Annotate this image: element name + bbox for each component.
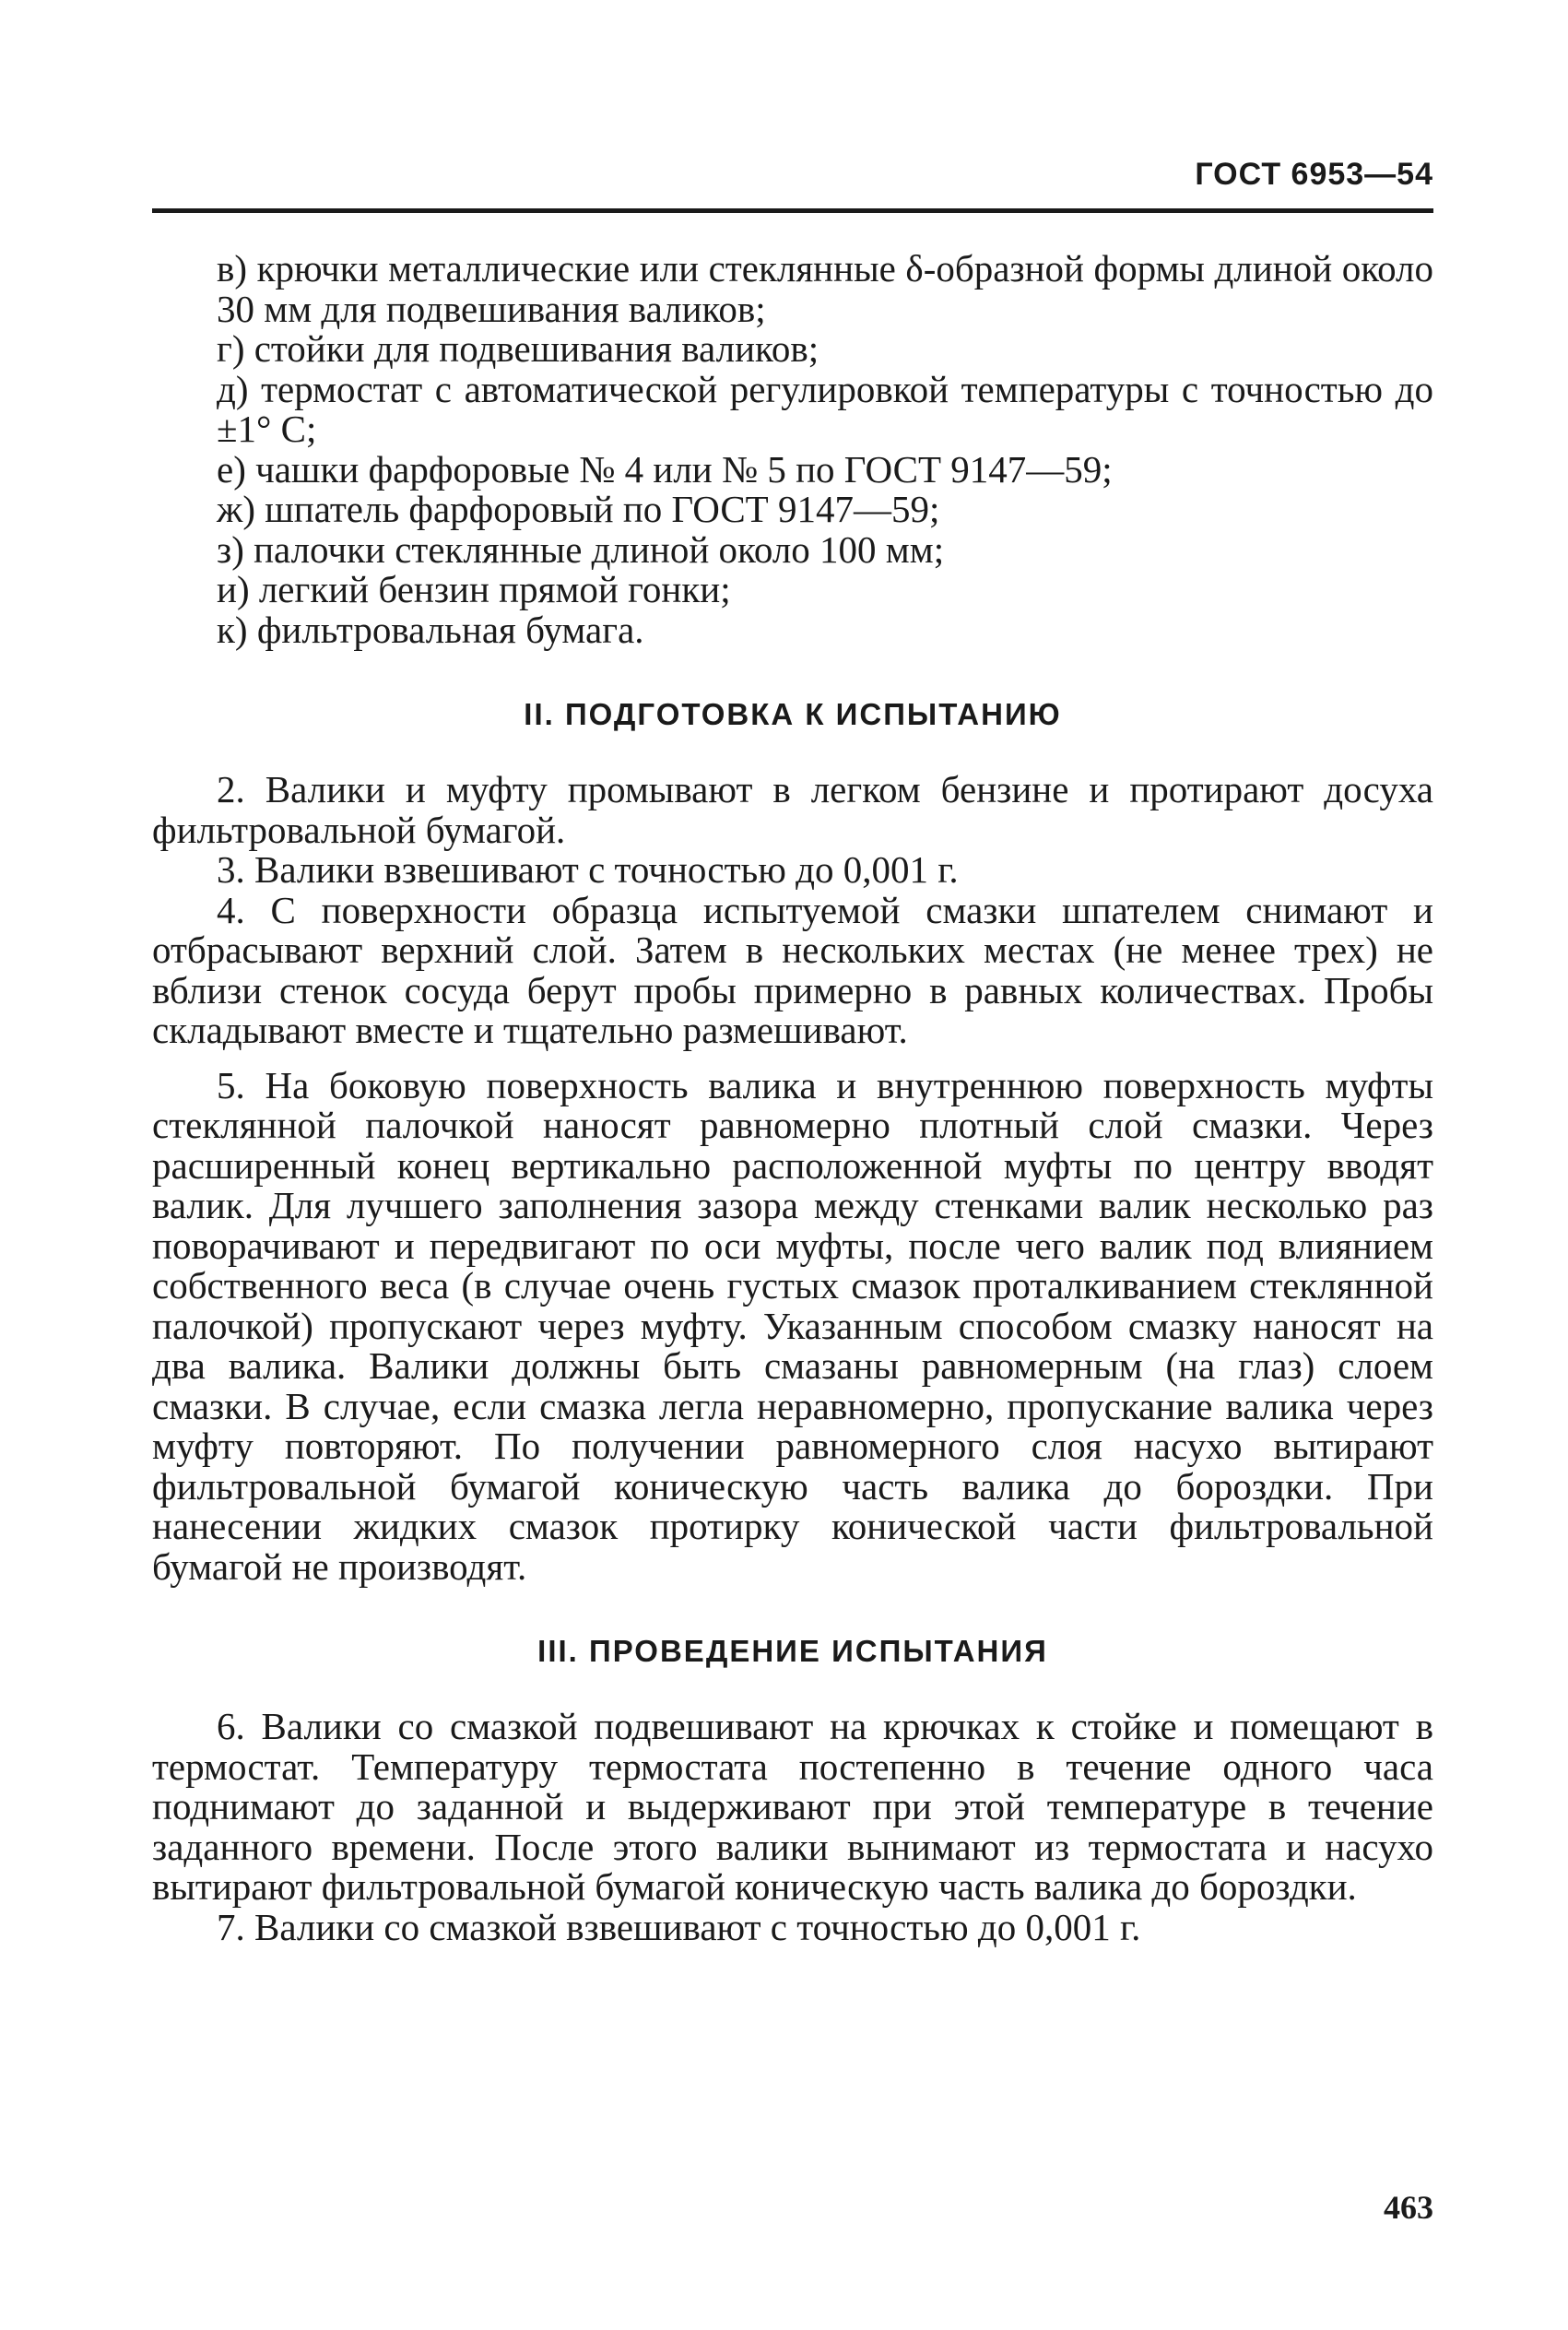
paragraph: 7. Валики со смазкой взвешивают с точностью до 0,001 г. bbox=[217, 1905, 1141, 1948]
list-item: и) легкий бензин прямой гонки; bbox=[217, 568, 731, 610]
list-item: к) фильтровальная бумага. bbox=[217, 608, 644, 651]
header-rule bbox=[152, 208, 1433, 213]
list-item: е) чашки фарфоровые № 4 или № 5 по ГОСТ 9147—59; bbox=[217, 447, 1113, 491]
list-item: в) крючки металлические или стеклянные δ-образной формы длиной около 30 мм для подвешивания валиков; bbox=[217, 247, 1433, 330]
document-body bbox=[152, 249, 1433, 1947]
list-item: ж) шпатель фарфоровый по ГОСТ 9147—59; bbox=[217, 488, 940, 530]
paragraph: 2. Валики и муфту промывают в легком бензине и протирают досуха фильтровальной бумагой. bbox=[152, 768, 1433, 851]
paragraph: 5. На боковую поверхность валика и внутреннюю поверхность муфты стеклянной палочкой наносят равномерно плотный слой смазки. Через расширенный конец вертикально расположенной муфты по центру вводят валик. Для лучшего заполнения зазора между стенками валик несколько раз поворачивают и передвигают по оси муфты, после чего валик под влиянием собственного веса (в случае очень густых смазок проталкиванием стеклянной палочкой) пропускают через муфту. Указанным способом смазку наносят на два валика. Валики должны быть смазаны равномерным (на глаз) слоем смазки. В случае, если смазка легла неравномерно, пропускание валика через муфту повторяют. По получении равномерного слоя насухо вытирают фильтровальной бумагой коническую часть валика до бороздки. При нанесении жидких смазок протирку конической части фильтровальной бумагой не производят. bbox=[152, 1063, 1433, 1588]
paragraph: 6. Валики со смазкой подвешивают на крючках к стойке и помещают в термостат. Температуру термостата постепенно в течение одного часа поднимают до заданной и выдерживают при этой температуре в течение заданного времени. После этого валики вынимают из термостата и насухо вытирают фильтровальной бумагой коническую часть валика до бороздки. bbox=[152, 1705, 1433, 1908]
paragraph: 4. С поверхности образца испытуемой смазки шпателем снимают и отбрасывают верхний слой. Затем в нескольких местах (не менее трех) не вблизи стенок сосуда берут пробы примерно в равных количествах. Пробы складывают вместе и тщательно размешивают. bbox=[152, 888, 1433, 1051]
paragraph: 3. Валики взвешивают с точностью до 0,001 г. bbox=[217, 848, 959, 891]
list-item: з) палочки стеклянные длиной около 100 мм; bbox=[217, 527, 945, 571]
list-item: г) стойки для подвешивания валиков; bbox=[217, 327, 819, 370]
document-page bbox=[152, 0, 1433, 2330]
section-title-preparation: II. ПОДГОТОВКА К ИСПЫТАНИЮ bbox=[524, 697, 1062, 731]
document-code-header: ГОСТ 6953—54 bbox=[1195, 157, 1433, 192]
page-number: 463 bbox=[1384, 2189, 1433, 2226]
list-item: д) термостат с автоматической регулировкой температуры с точностью до ±1° С; bbox=[217, 367, 1433, 450]
section-title-testing: III. ПРОВЕДЕНИЕ ИСПЫТАНИЯ bbox=[537, 1634, 1048, 1668]
